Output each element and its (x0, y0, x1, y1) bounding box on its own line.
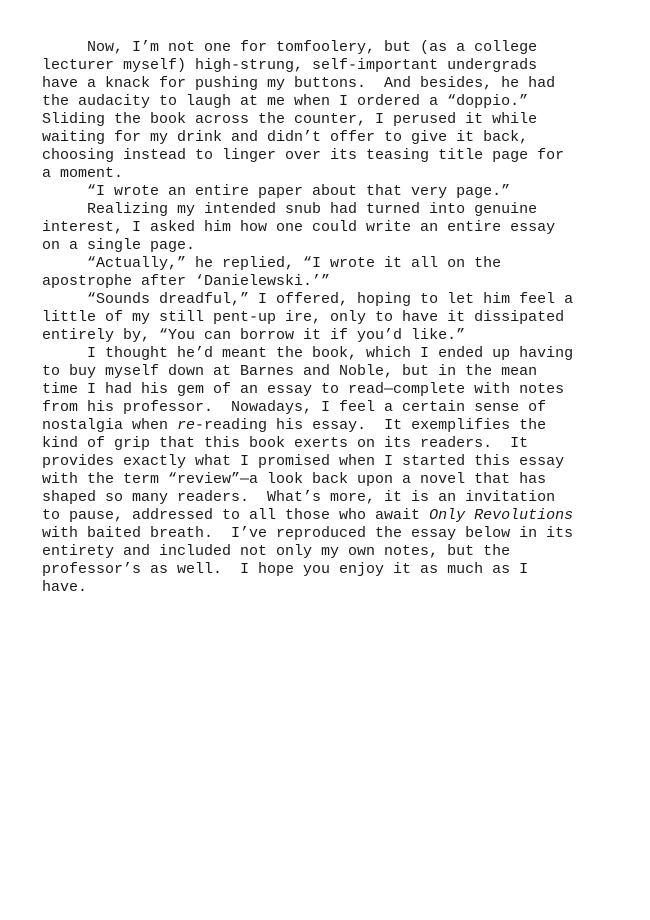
text-segment: a moment. (42, 165, 124, 182)
text-line (42, 165, 622, 183)
text-segment: to buy myself down at Barnes and Noble, but in the mean (42, 363, 538, 380)
text-segment: “Sounds dreadful,” I offered, hoping to let him feel a (42, 291, 574, 308)
text-line (42, 525, 622, 543)
text-line (42, 75, 622, 93)
text-segment: time I had his gem of an essay to read—complete with notes (42, 381, 565, 398)
text-segment: the audacity to laugh at me when I ordered a “doppio.” (42, 93, 529, 110)
text-segment: “Actually,” he replied, “I wrote it all on the (42, 255, 502, 272)
text-segment: Sliding the book across the counter, I perused it while (42, 111, 538, 128)
text-segment: Now, I’m not one for tomfoolery, but (as a college (42, 39, 538, 56)
text-line (42, 507, 622, 525)
text-segment: kind of grip that this book exerts on its readers. It (42, 435, 529, 452)
text-line (42, 183, 622, 201)
text-segment: Realizing my intended snub had turned into genuine (42, 201, 538, 218)
text-segment: choosing instead to linger over its teasing title page for (42, 147, 565, 164)
text-line (42, 93, 622, 111)
text-segment: provides exactly what I promised when I started this essay (42, 453, 565, 470)
text-segment: little of my still pent-up ire, only to have it dissipated (42, 309, 565, 326)
text-line (42, 57, 622, 75)
text-segment: apostrophe after ‘Danielewski.’” (42, 273, 331, 290)
text-line (42, 417, 622, 435)
text-segment: on a single page. (42, 237, 196, 254)
text-line (42, 489, 622, 507)
text-line (42, 399, 622, 417)
text-line (42, 291, 622, 309)
text-segment: have a knack for pushing my buttons. And besides, he had (42, 75, 556, 92)
text-line (42, 561, 622, 579)
text-segment: professor’s as well. I hope you enjoy it as much as I (42, 561, 529, 578)
text-line (42, 129, 622, 147)
text-line (42, 543, 622, 561)
text-line (42, 309, 622, 327)
text-segment: to pause, addressed to all those who await (42, 507, 430, 524)
text-line (42, 471, 622, 489)
text-line (42, 381, 622, 399)
text-line (42, 273, 622, 291)
italic-text: re (177, 417, 196, 434)
text-line (42, 435, 622, 453)
text-segment: entirety and included not only my own notes, but the (42, 543, 511, 560)
text-line (42, 579, 622, 597)
text-line (42, 363, 622, 381)
text-segment: with baited breath. I’ve reproduced the essay below in its (42, 525, 574, 542)
text-segment: from his professor. Nowadays, I feel a certain sense of (42, 399, 547, 416)
text-segment: shaped so many readers. What’s more, it is an invitation (42, 489, 556, 506)
text-segment: waiting for my drink and didn’t offer to give it back, (42, 129, 529, 146)
text-segment: nostalgia when (42, 417, 178, 434)
text-line (42, 111, 622, 129)
text-line (42, 453, 622, 471)
text-line (42, 219, 622, 237)
text-segment: interest, I asked him how one could write an entire essay (42, 219, 556, 236)
text-segment: “I wrote an entire paper about that very page.” (42, 183, 511, 200)
text-line (42, 345, 622, 363)
text-segment: with the term “review”—a look back upon a novel that has (42, 471, 547, 488)
text-line (42, 255, 622, 273)
text-line (42, 39, 622, 57)
text-segment: I thought he’d meant the book, which I ended up having (42, 345, 574, 362)
body-text (42, 39, 622, 597)
text-line (42, 201, 622, 219)
text-line (42, 327, 622, 345)
text-segment: have. (42, 579, 88, 596)
text-segment: -reading his essay. It exemplifies the (195, 417, 547, 434)
text-line (42, 147, 622, 165)
italic-text: Only Revolutions (429, 507, 574, 524)
text-segment: entirely by, “You can borrow it if you’d like.” (42, 327, 466, 344)
text-line (42, 237, 622, 255)
text-segment: lecturer myself) high-strung, self-important undergrads (42, 57, 538, 74)
